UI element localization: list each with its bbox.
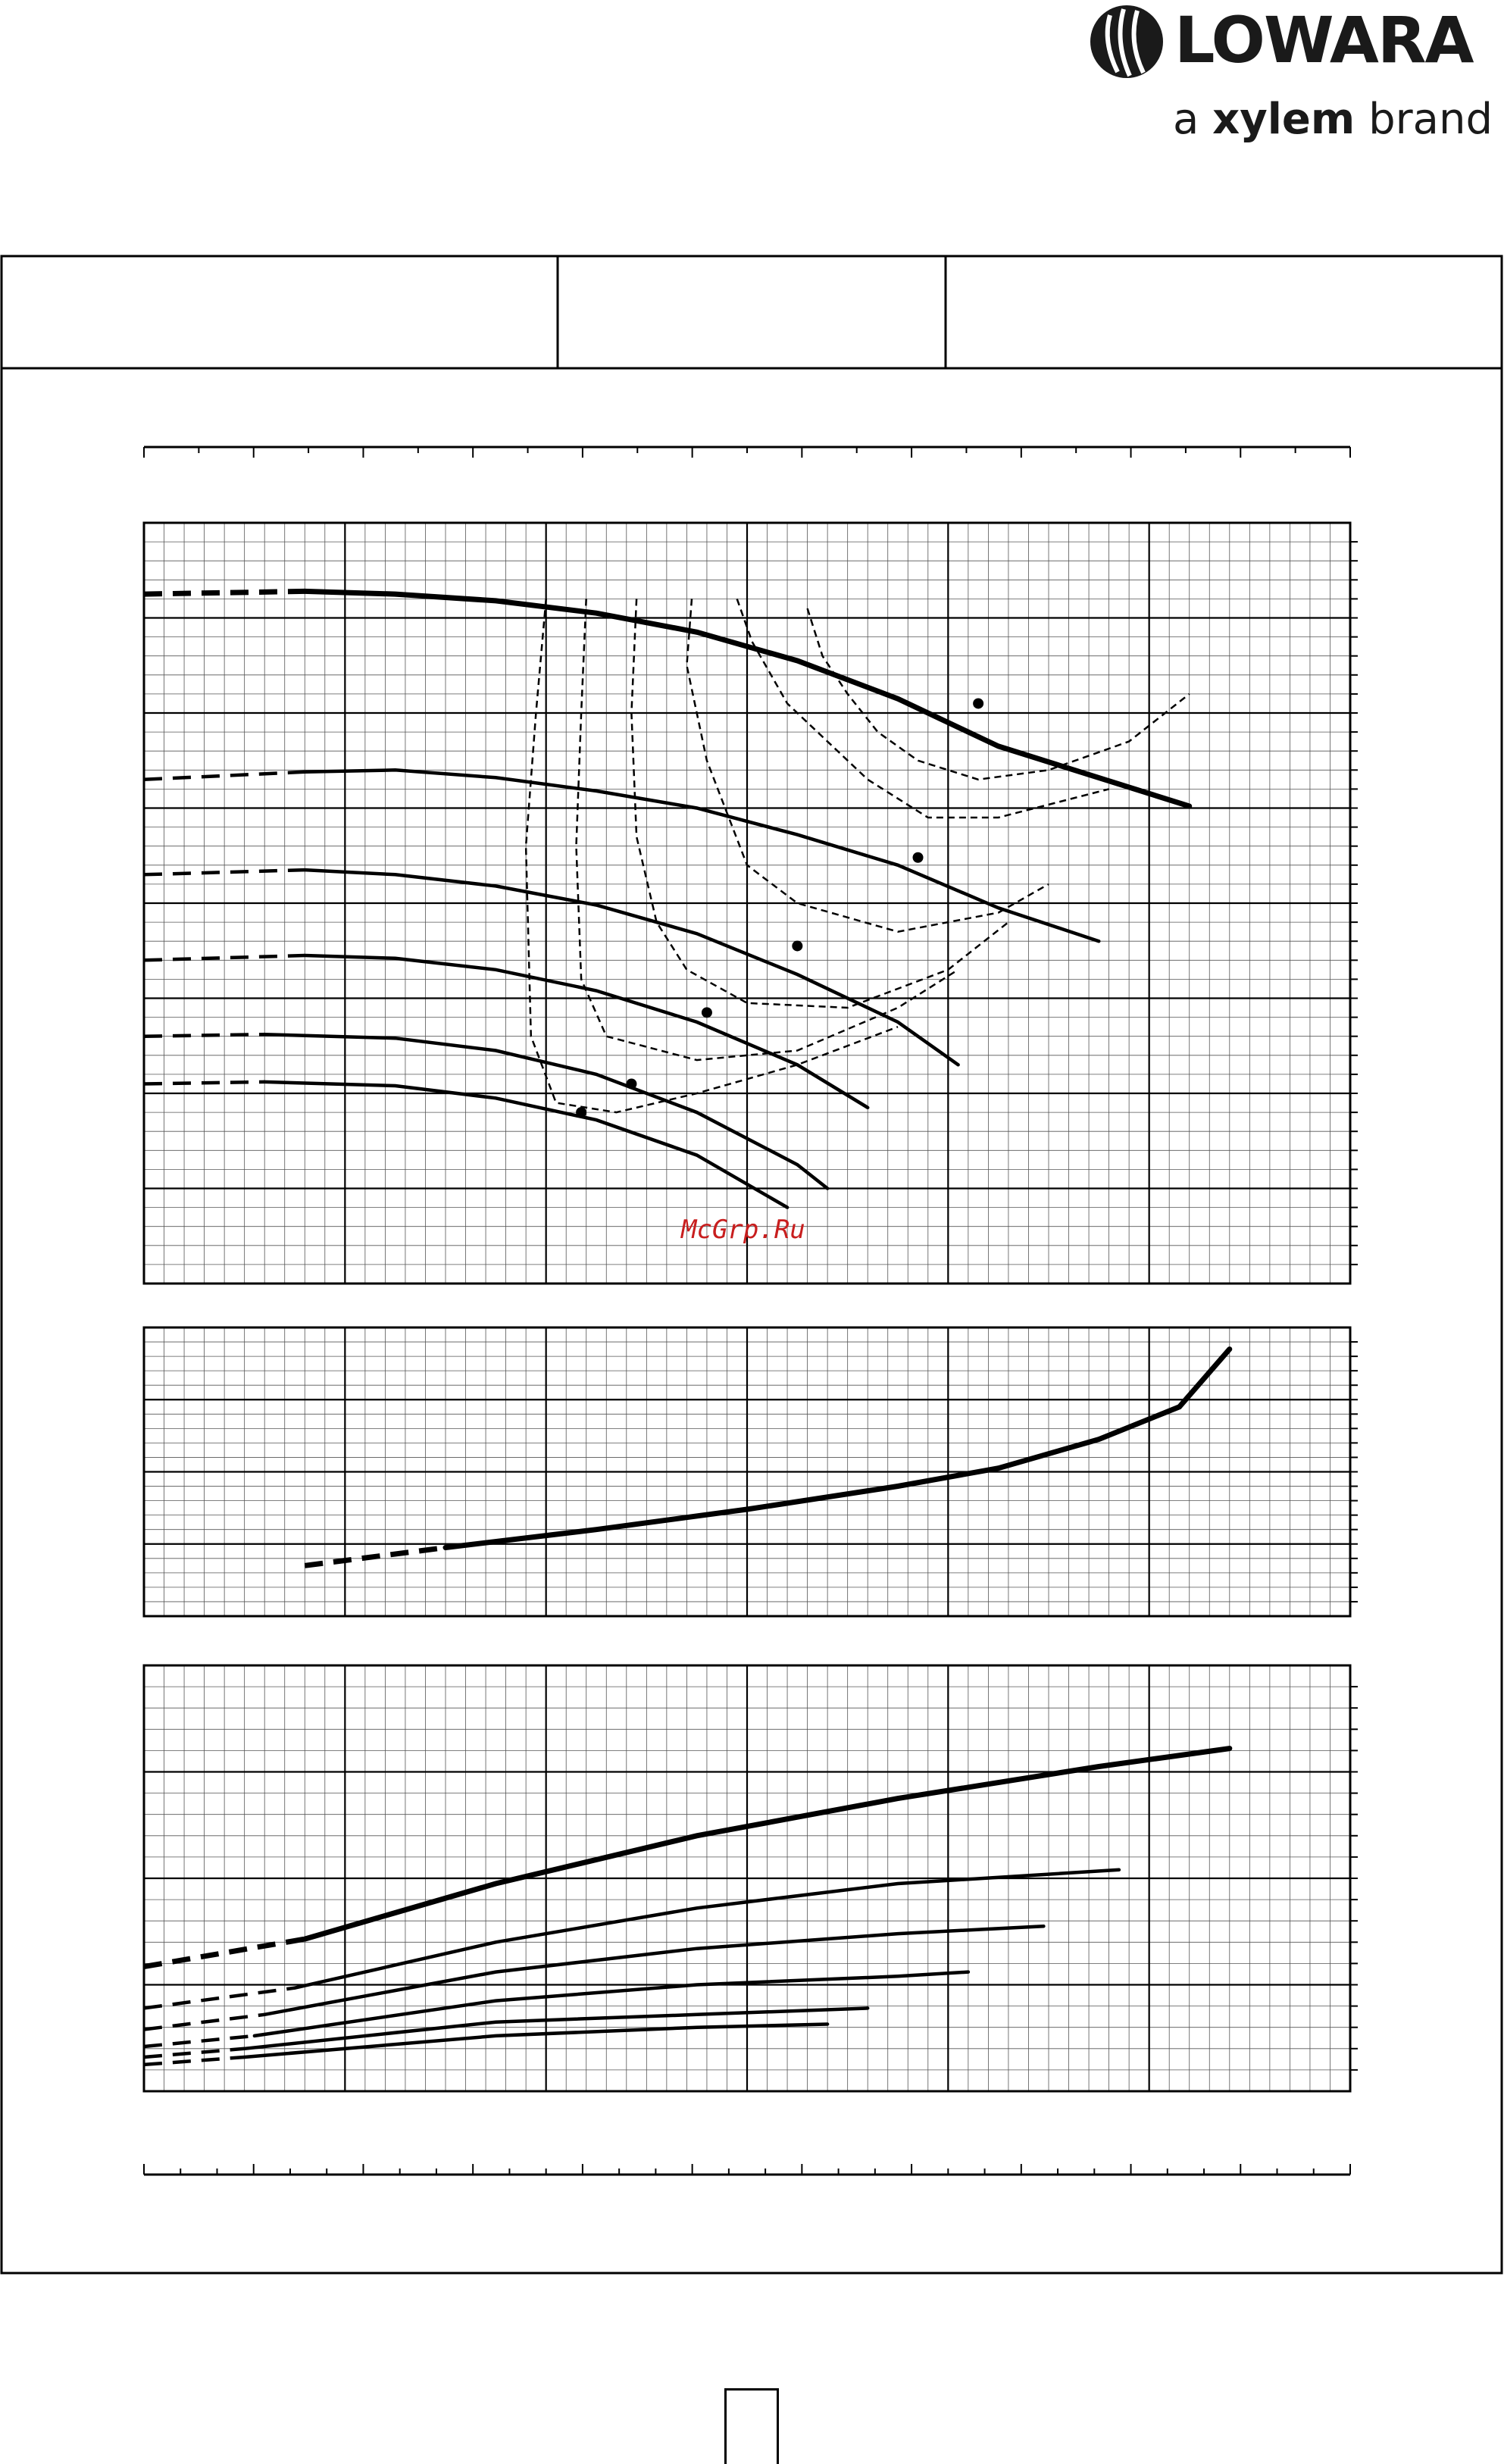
series-leadin (144, 1034, 264, 1037)
series-line (305, 870, 958, 1065)
bottom-flow-scale (144, 2164, 1350, 2175)
watermark-text: McGrp.Ru (681, 1215, 805, 1245)
series-leadin (144, 2057, 245, 2065)
series-leadin (305, 1548, 446, 1566)
bep-point (973, 698, 983, 708)
series-line (446, 1349, 1230, 1548)
page-number-box (724, 2388, 779, 2464)
tagline-brand: xylem (1212, 95, 1355, 144)
bep-point (702, 1007, 712, 1018)
series-line (245, 2008, 868, 2048)
series-line (255, 1972, 968, 2036)
bep-point (913, 852, 924, 863)
bep-point (576, 1107, 586, 1118)
npsh-chart (144, 1327, 1358, 1616)
tagline-prefix: a (1172, 95, 1199, 144)
power-chart (144, 1665, 1358, 2091)
series-leadin (144, 2036, 255, 2047)
head-chart (144, 523, 1358, 1284)
bep-point (626, 1078, 636, 1089)
top-flow-scale (144, 447, 1350, 458)
tagline-suffix: brand (1368, 95, 1493, 144)
series-leadin (144, 1988, 295, 2009)
series-leadin (144, 2049, 245, 2057)
bep-point (792, 940, 802, 951)
series-line (264, 1926, 1043, 2015)
brand-name: LOWARA (1174, 3, 1473, 77)
series-leadin (144, 1082, 264, 1084)
